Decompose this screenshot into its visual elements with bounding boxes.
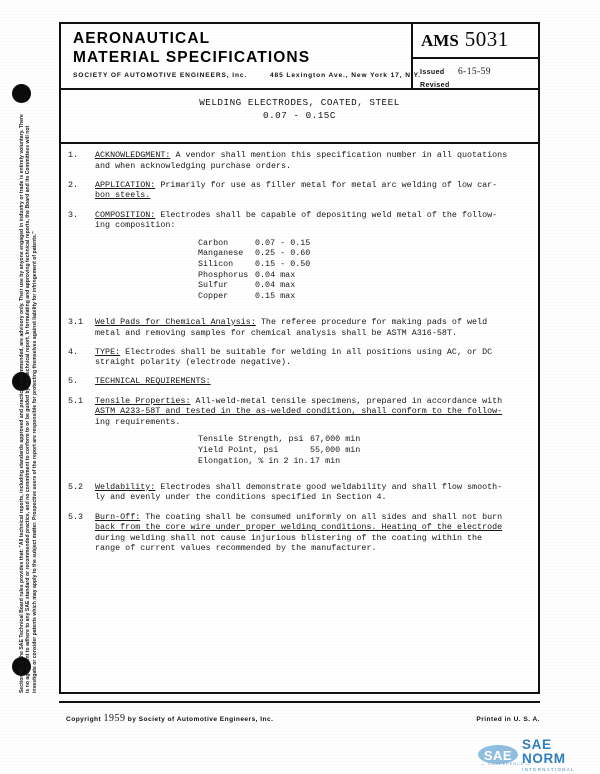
clause-5-3 [61,512,538,554]
spec-number-box [413,24,538,59]
clause-text [95,210,538,309]
clause-line: Electrodes shall demonstrate good weldability and shall flow smooth- [160,481,503,492]
clause-heading: Tensile Properties: [95,395,191,406]
clause-text [95,396,538,474]
clause-3 [61,210,538,309]
revised-label: Revised [420,82,450,89]
masthead [61,24,538,90]
clause-line: A vendor shall mention this specification number in all quotations [175,150,508,160]
clause-heading: ACKNOWLEDGMENT: [95,150,171,160]
clause-line: The referee procedure for making pads of weld [260,316,488,327]
copyright-label: Copyright [66,716,102,723]
copyright-year: 1959 [103,713,126,724]
clause-line: ASTM A233-58T and tested in the as-welded condition, shall conform to the follow- [95,406,503,417]
clause-line: Electrodes shall be suitable for welding in all positions using AC, or DC [125,346,493,357]
clause-heading: APPLICATION: [95,179,156,190]
clause-heading: TYPE: [95,346,121,357]
element-value: 0.07 - 0.15 [255,237,311,248]
clause-5-2 [61,482,538,503]
element-value: 0.15 max [255,290,296,301]
clause-line: bon steels. [95,190,151,201]
masthead-left-block [61,24,421,90]
clause-line: ing composition: [95,220,176,231]
clause-line: and when acknowledging purchase orders. [95,160,292,171]
clause-text [95,317,538,338]
element-name: Phosphorus [198,269,249,280]
watermark-tagline: INTERNATIONAL [522,767,576,772]
clause-number: 3. [68,209,79,220]
title-divider [61,142,538,144]
clause-line: All-weld-metal tensile specimens, prepared in accordance with [195,395,503,406]
publication-title-line2: MATERIAL SPECIFICATIONS [73,49,311,66]
watermark-brand: SAE NORM [522,737,566,766]
clause-4 [61,347,538,368]
clause-line: The coating shall be consumed uniformly on all sides and shall not burn [145,511,503,522]
element-name: Copper [198,290,229,301]
property-name: Yield Point, psi [198,445,279,456]
clause-number: 3.1 [68,316,84,327]
table-row [95,456,538,467]
publisher-name: SOCIETY OF AUTOMOTIVE ENGINEERS, Inc. [73,72,248,79]
table-row [95,248,538,259]
clause-text [95,150,538,171]
clause-line: Primarily for use as filler metal for metal arc welding of low car- [160,179,498,190]
copyright-notice [66,713,273,724]
document-title-line1: WELDING ELECTRODES, COATED, STEEL [199,97,400,108]
property-value: 67,000 min [310,434,361,445]
clause-2 [61,180,538,201]
issued-label: Issued [420,69,445,76]
document-title [61,96,538,122]
clause-text [95,376,538,387]
composition-table [95,238,538,302]
clause-number: 1. [68,150,79,160]
watermark-text [522,738,598,772]
table-row [95,238,538,249]
clause-heading: TECHNICAL REQUIREMENTS: [95,376,211,387]
watermark-subtitle: — CONFERENCE — [481,762,532,766]
footer [66,713,540,724]
clause-line: ly and evenly under the conditions specified in Section 4. [95,492,387,503]
element-value: 0.04 max [255,280,296,291]
clause-line: straight polarity (electrode negative). [95,357,292,368]
issued-row [420,61,538,77]
clause-1 [61,150,538,171]
element-name: Manganese [198,248,244,259]
spec-prefix: AMS [421,31,459,50]
sae-logo-letters: SAE [483,747,513,763]
table-row [95,434,538,445]
clause-heading: Weldability: [95,481,156,492]
clause-heading: Weld Pads for Chemical Analysis: [95,316,256,327]
element-value: 0.15 - 0.50 [255,258,311,269]
clause-5-1 [61,396,538,474]
clause-3-1 [61,317,538,338]
clause-number: 4. [68,346,79,357]
element-value: 0.04 max [255,269,296,280]
clause-text [95,180,538,201]
property-value: 17 min [310,455,341,466]
clause-line: ing requirements. [95,416,181,427]
clause-text [95,347,538,368]
document-title-line2: 0.07 - 0.15C [263,110,336,121]
table-row [95,445,538,456]
clause-line: Electrodes shall be capable of depositing weld metal of the follow- [160,209,498,220]
copyright-holder: by Society of Automotive Engineers, Inc. [127,716,274,723]
printed-in-notice: Printed in U. S. A. [476,716,540,723]
punch-hole [12,84,31,103]
issue-date-box [413,59,538,90]
issued-value: 6-15-59 [458,67,491,77]
clause-text [95,482,538,503]
element-name: Carbon [198,237,229,248]
property-name: Tensile Strength, psi [198,434,304,445]
element-name: Sulfur [198,280,229,291]
footer-divider [59,701,540,703]
specification-body [61,150,538,563]
clause-line: metal and removing samples for chemical analysis shall be ASTM A316-58T. [95,327,457,338]
publication-title-line1: AERONAUTICAL [73,30,211,47]
clause-number: 5.3 [68,511,84,522]
table-row [95,259,538,270]
publisher-address: 485 Lexington Ave., New York 17, N.Y. [269,72,421,79]
element-name: Silicon [198,258,234,269]
sae-technical-board-disclaimer: Section 7C of the SAE Technical Board rules provides that: "All technical reports, including standards approved and practices recommended, are advisory only. Their use by anyone engaged in industry or trade is entirely voluntary. There is no agreement to adhere to any SAE standard or recommended practice, and no commitment to conform to or be guided by any technical report. In formulating and approving technical reports, the Board and its Committees will not investigate or consider patents which may apply to the subject matter. Prospective users of the report are responsible for protecting themselves against liability for infringement of patents." [19,114,38,693]
property-value: 55,000 min [310,445,361,456]
table-row [95,291,538,302]
element-value: 0.25 - 0.60 [255,248,311,259]
sae-norm-watermark [478,738,598,772]
clause-line: during welding shall not cause injurious blistering of the coating within the [95,532,483,543]
property-name: Elongation, % in 2 in. [198,455,309,466]
table-row [95,270,538,281]
clause-5 [61,376,538,387]
table-row [95,280,538,291]
masthead-right-block [413,24,538,90]
publisher-line [73,72,421,79]
spec-number: 5031 [464,27,509,51]
tensile-properties-table [95,434,538,466]
clause-heading: Burn-Off: [95,511,141,522]
clause-text [95,512,538,554]
clause-number: 5. [68,376,79,387]
clause-line: back from the core wire under proper welding conditions. Heating of the electrode [95,522,503,533]
clause-heading: COMPOSITION: [95,209,156,220]
clause-number: 2. [68,179,79,190]
clause-line: range of current values recommended by the manufacturer. [95,543,377,554]
clause-number: 5.2 [68,481,84,492]
clause-number: 5.1 [68,395,84,406]
